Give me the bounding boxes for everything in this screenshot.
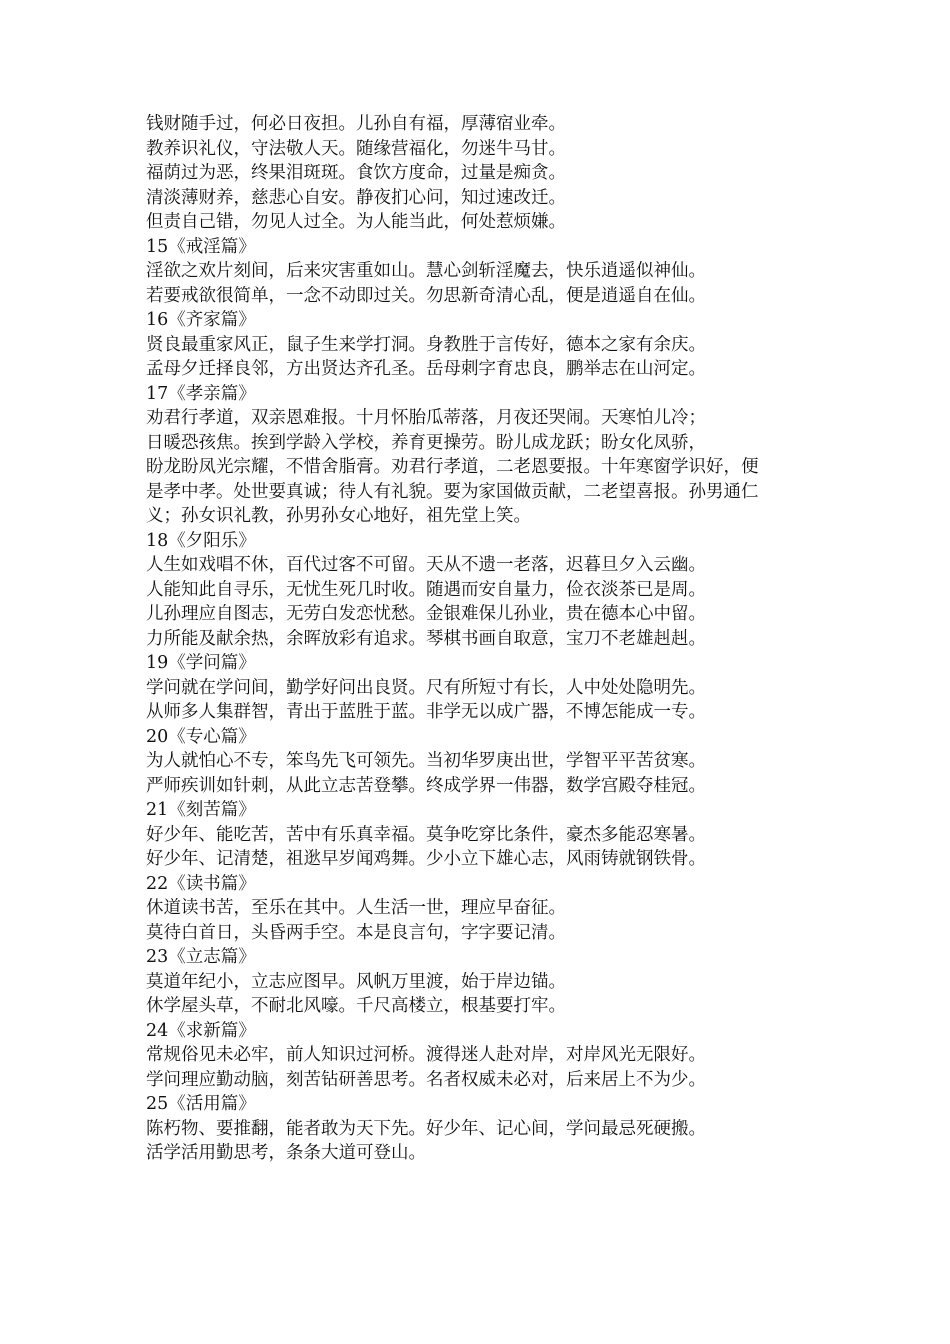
section-24 <box>146 1019 826 1093</box>
verse-line: 休道读书苦，至乐在其中。人生活一世，理应早奋征。 <box>146 898 566 918</box>
section-heading: 16《齐家篇》 <box>146 310 256 330</box>
verse-line: 钱财随手过，何必日夜担。儿孙自有福，厚薄宿业牵。 <box>146 114 566 134</box>
section-heading: 24《求新篇》 <box>146 1020 256 1041</box>
verse-line: 教养识礼仪，守法敬人天。随缘营福化，勿迷牛马甘。 <box>146 138 566 159</box>
section-heading: 22《读书篇》 <box>146 873 256 894</box>
section-heading: 18《夕阳乐》 <box>146 530 256 551</box>
section-25 <box>146 1092 826 1166</box>
section-19 <box>146 651 826 725</box>
document-page <box>146 112 826 1166</box>
section-heading: 21《刻苦篇》 <box>146 800 256 820</box>
section-heading: 23《立志篇》 <box>146 947 256 967</box>
verse-line: 从师多人集群智，青出于蓝胜于蓝。非学无以成广器，不博怎能成一专。 <box>146 702 706 722</box>
section-22 <box>146 872 826 946</box>
verse-line: 活学活用勤思考，条条大道可登山。 <box>146 1143 426 1163</box>
section-heading: 17《孝亲篇》 <box>146 383 256 404</box>
verse-line: 人能知此自寻乐，无忧生死几时收。随遇而安自量力，俭衣淡茶已是周。 <box>146 579 706 600</box>
verse-line: 义；孙女识礼教，孙男孙女心地好，祖先堂上笑。 <box>146 506 531 526</box>
verse-line: 是孝中孝。处世要真诚；待人有礼貌。要为家国做贡献，二老望喜报。孙男通仁 <box>146 481 759 502</box>
intro-verse <box>146 112 826 235</box>
verse-line: 为人就怕心不专，笨鸟先飞可领先。当初华罗庚出世，学智平平苦贫寒。 <box>146 751 706 771</box>
verse-line: 人生如戏唱不休，百代过客不可留。天从不遗一老落，迟暮旦夕入云幽。 <box>146 555 706 575</box>
section-heading: 15《戒淫篇》 <box>146 236 256 257</box>
verse-line: 莫待白首日，头昏两手空。本是良言句，字字要记清。 <box>146 922 566 943</box>
section-15 <box>146 235 826 309</box>
verse-line: 莫道年纪小，立志应图早。风帆万里渡，始于岸边锚。 <box>146 971 566 992</box>
verse-line: 休学屋头草，不耐北风嚎。千尺高楼立，根基要打牢。 <box>146 996 566 1016</box>
verse-line: 清淡薄财养，慈悲心自安。静夜扪心问，知过速改迁。 <box>146 187 566 208</box>
verse-line: 盼龙盼凤光宗耀，不惜舍脂膏。劝君行孝道，二老恩要报。十年寒窗学识好，便 <box>146 457 759 477</box>
section-17 <box>146 382 826 529</box>
section-heading: 19《学问篇》 <box>146 653 256 673</box>
verse-line: 贤良最重家风正，鼠子生来学打洞。身教胜于言传好，德本之家有余庆。 <box>146 334 706 355</box>
verse-line: 劝君行孝道，双亲恩难报。十月怀胎瓜蒂落，月夜还哭闹。天寒怕儿冷； <box>146 408 706 428</box>
verse-line: 福荫过为恶，终果泪斑斑。食饮方度命，过量是痴贪。 <box>146 163 566 183</box>
verse-line: 淫欲之欢片刻间，后来灾害重如山。慧心剑斩淫魔去，快乐逍遥似神仙。 <box>146 261 706 281</box>
verse-line: 陈朽物、要推翻，能者敢为天下先。好少年、记心间，学问最忌死硬搬。 <box>146 1118 706 1139</box>
verse-line: 学问理应勤动脑，刻苦钻研善思考。名者权威未必对，后来居上不为少。 <box>146 1069 706 1090</box>
verse-line: 常规俗见未必牢，前人知识过河桥。渡得迷人赴对岸，对岸风光无限好。 <box>146 1045 706 1065</box>
section-heading: 25《活用篇》 <box>146 1094 256 1114</box>
verse-line: 儿孙理应自图志，无劳白发恋忧愁。金银难保儿孙业，贵在德本心中留。 <box>146 604 706 624</box>
section-18 <box>146 529 826 652</box>
verse-line: 但责自己错，勿见人过全。为人能当此，何处惹烦嫌。 <box>146 212 566 232</box>
section-23 <box>146 945 826 1019</box>
verse-line: 好少年、记清楚，祖逖早岁闻鸡舞。少小立下雄心志，风雨铸就钢铁骨。 <box>146 849 706 869</box>
section-20 <box>146 725 826 799</box>
verse-line: 严师疾训如针刺，从此立志苦登攀。终成学界一伟器，数学宫殿夺桂冠。 <box>146 775 706 796</box>
section-21 <box>146 798 826 872</box>
section-heading: 20《专心篇》 <box>146 726 256 747</box>
verse-line: 力所能及献余热，余晖放彩有追求。琴棋书画自取意，宝刀不老雄赳赳。 <box>146 628 706 649</box>
verse-line: 好少年、能吃苦，苦中有乐真幸福。莫争吃穿比条件，豪杰多能忍寒暑。 <box>146 824 706 845</box>
verse-line: 若要戒欲很简单，一念不动即过关。勿思新奇清心乱，便是逍遥自在仙。 <box>146 285 706 306</box>
verse-line: 日暖恐孩焦。挨到学龄入学校，养育更操劳。盼儿成龙跃；盼女化凤骄， <box>146 432 706 453</box>
section-16 <box>146 308 826 382</box>
verse-line: 学问就在学问间，勤学好问出良贤。尺有所短寸有长，人中处处隐明先。 <box>146 677 706 698</box>
verse-line: 孟母夕迁择良邻，方出贤达齐孔圣。岳母刺字育忠良，鹏举志在山河定。 <box>146 359 706 379</box>
